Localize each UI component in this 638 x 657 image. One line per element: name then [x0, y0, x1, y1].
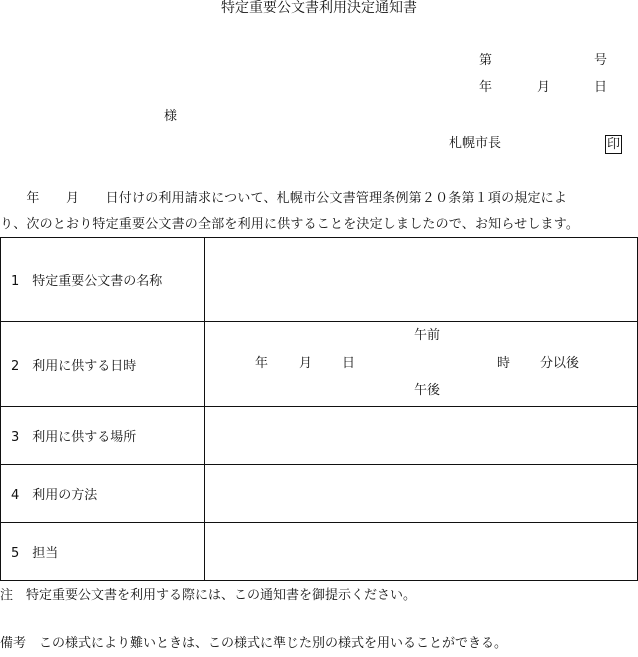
document-number-suffix: 号 — [594, 53, 608, 68]
table-row — [1, 238, 638, 322]
table-row — [1, 523, 638, 581]
method-value[interactable] — [205, 465, 638, 523]
row-label-place: 3 利用に供する場所 — [1, 407, 205, 465]
table-row — [1, 322, 638, 407]
datetime-month: 月 — [299, 356, 313, 371]
place-value[interactable] — [205, 407, 638, 465]
datetime-hour: 時 — [497, 356, 511, 371]
remark: 備考 この様式により難いときは、この様式に準じた別の様式を用いることができる。 — [0, 636, 508, 651]
body-text-line-2: り、次のとおり特定重要公文書の全部を利用に供することを決定しましたので、お知らせします。 — [0, 217, 580, 232]
datetime-value[interactable] — [205, 322, 638, 407]
issuer-name: 札幌市長 — [449, 136, 502, 151]
datetime-am: 午前 — [414, 328, 441, 343]
date-day: 日 — [594, 80, 608, 95]
datetime-minute: 分以後 — [540, 356, 580, 371]
row-label-document-name: 1 特定重要公文書の名称 — [1, 238, 205, 322]
row-label-method: 4 利用の方法 — [1, 465, 205, 523]
datetime-day: 日 — [342, 356, 356, 371]
table-row — [1, 407, 638, 465]
table-row — [1, 465, 638, 523]
row-label-contact: 5 担当 — [1, 523, 205, 581]
footnote: 注 特定重要公文書を利用する際には、この通知書を御提示ください。 — [0, 588, 417, 603]
datetime-pm: 午後 — [414, 383, 441, 398]
document-number-prefix: 第 — [479, 53, 493, 68]
date-year: 年 — [479, 80, 493, 95]
date-month: 月 — [537, 80, 551, 95]
body-text-line-1: 年 月 日付けの利用請求について、札幌市公文書管理条例第２０条第１項の規定によ — [0, 191, 568, 206]
document-title: 特定重要公文書利用決定通知書 — [221, 0, 417, 16]
details-table — [0, 237, 638, 581]
datetime-year: 年 — [255, 356, 269, 371]
document-name-value[interactable] — [205, 238, 638, 322]
seal-mark: 印 — [607, 137, 621, 152]
row-label-datetime: 2 利用に供する日時 — [1, 322, 205, 407]
contact-value[interactable] — [205, 523, 638, 581]
addressee-suffix: 様 — [164, 109, 178, 124]
